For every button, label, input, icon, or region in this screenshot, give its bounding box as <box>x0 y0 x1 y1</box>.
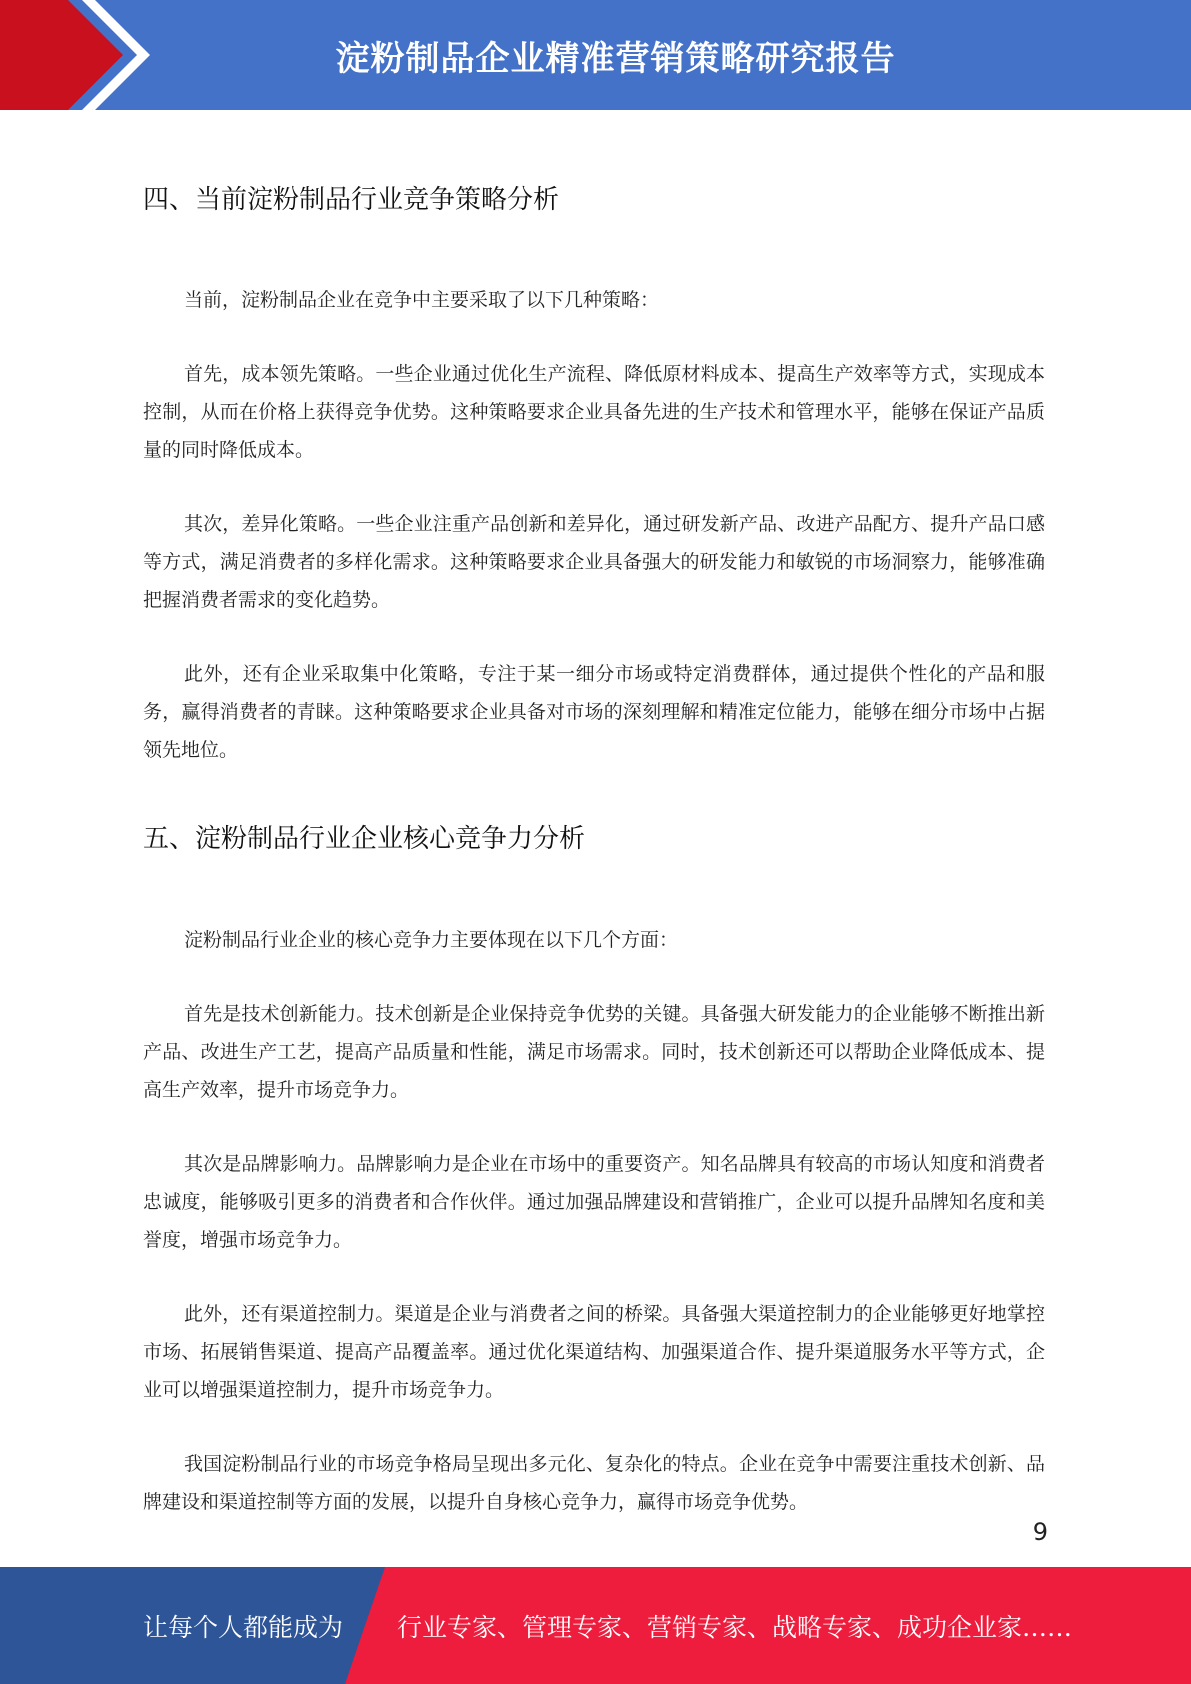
paragraph: 此外，还有企业采取集中化策略，专注于某一细分市场或特定消费群体，通过提供个性化的产品和服务，赢得消费者的青睐。这种策略要求企业具备对市场的深刻理解和精准定位能力，能够在细分市场中占据领先地位。 <box>143 663 1045 761</box>
paragraph: 此外，还有渠道控制力。渠道是企业与消费者之间的桥梁。具备强大渠道控制力的企业能够更好地掌控市场、拓展销售渠道、提高产品覆盖率。通过优化渠道结构、加强渠道合作、提升渠道服务水平等方式，企业可以增强渠道控制力，提升市场竞争力。 <box>143 1303 1045 1401</box>
header-band <box>0 0 1191 110</box>
report-title: 淀粉制品企业精准营销策略研究报告 <box>335 38 896 79</box>
footer-slogan-right: 行业专家、管理专家、营销专家、战略专家、成功企业家…… <box>397 1612 1073 1642</box>
paragraph: 我国淀粉制品行业的市场竞争格局呈现出多元化、复杂化的特点。企业在竞争中需要注重技术创新、品牌建设和渠道控制等方面的发展，以提升自身核心竞争力，赢得市场竞争优势。 <box>143 1453 1045 1513</box>
paragraph: 淀粉制品行业企业的核心竞争力主要体现在以下几个方面： <box>184 929 679 951</box>
paragraph: 首先，成本领先策略。一些企业通过优化生产流程、降低原材料成本、提高生产效率等方式，实现成本控制，从而在价格上获得竞争优势。这种策略要求企业具备先进的生产技术和管理水平，能够在保证产品质量的同时降低成本。 <box>143 363 1045 461</box>
header-arrow-decoration <box>0 0 160 110</box>
page-number: 9 <box>1032 1518 1048 1546</box>
page-content <box>143 170 1045 1521</box>
section-heading-5: 五、淀粉制品行业企业核心竞争力分析 <box>143 824 586 854</box>
paragraph: 当前，淀粉制品企业在竞争中主要采取了以下几种策略： <box>184 289 660 311</box>
footer-slogan-left: 让每个人都能成为 <box>143 1612 344 1642</box>
paragraph: 首先是技术创新能力。技术创新是企业保持竞争优势的关键。具备强大研发能力的企业能够不断推出新产品、改进生产工艺，提高产品质量和性能，满足市场需求。同时，技术创新还可以帮助企业降低成本、提高生产效率，提升市场竞争力。 <box>143 1003 1045 1101</box>
footer-band <box>0 1567 1191 1684</box>
paragraph: 其次是品牌影响力。品牌影响力是企业在市场中的重要资产。知名品牌具有较高的市场认知度和消费者忠诚度，能够吸引更多的消费者和合作伙伴。通过加强品牌建设和营销推广，企业可以提升品牌知名度和美誉度，增强市场竞争力。 <box>143 1153 1045 1251</box>
paragraph: 其次，差异化策略。一些企业注重产品创新和差异化，通过研发新产品、改进产品配方、提升产品口感等方式，满足消费者的多样化需求。这种策略要求企业具备强大的研发能力和敏锐的市场洞察力，能够准确把握消费者需求的变化趋势。 <box>143 513 1045 611</box>
section-heading-4: 四、当前淀粉制品行业竞争策略分析 <box>143 185 560 215</box>
